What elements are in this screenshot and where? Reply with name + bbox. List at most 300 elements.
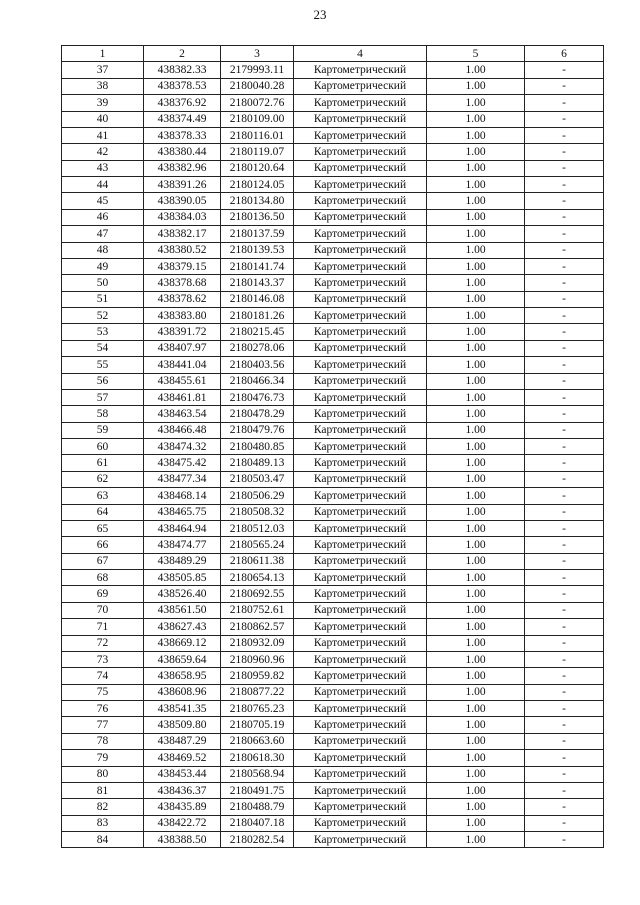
x-coordinate-cell: 438382.33 <box>144 62 221 78</box>
y-coordinate-cell: 2180765.23 <box>221 701 294 717</box>
column-header-5: 5 <box>427 46 525 62</box>
note-cell: - <box>525 701 604 717</box>
table-row <box>62 619 604 635</box>
accuracy-cell: 1.00 <box>427 815 525 831</box>
x-coordinate-cell: 438526.40 <box>144 586 221 602</box>
method-cell: Картометрический <box>294 95 427 111</box>
x-coordinate-cell: 438461.81 <box>144 389 221 405</box>
method-cell: Картометрический <box>294 602 427 618</box>
note-cell: - <box>525 553 604 569</box>
x-coordinate-cell: 438658.95 <box>144 668 221 684</box>
note-cell: - <box>525 815 604 831</box>
point-number-cell: 84 <box>62 832 144 848</box>
x-coordinate-cell: 438561.50 <box>144 602 221 618</box>
method-cell: Картометрический <box>294 127 427 143</box>
accuracy-cell: 1.00 <box>427 635 525 651</box>
table-row <box>62 242 604 258</box>
table-row <box>62 389 604 405</box>
accuracy-cell: 1.00 <box>427 308 525 324</box>
y-coordinate-cell: 2180215.45 <box>221 324 294 340</box>
table-row <box>62 586 604 602</box>
method-cell: Картометрический <box>294 635 427 651</box>
note-cell: - <box>525 62 604 78</box>
accuracy-cell: 1.00 <box>427 619 525 635</box>
x-coordinate-cell: 438376.92 <box>144 95 221 111</box>
y-coordinate-cell: 2180611.38 <box>221 553 294 569</box>
x-coordinate-cell: 438441.04 <box>144 357 221 373</box>
table-row <box>62 324 604 340</box>
note-cell: - <box>525 95 604 111</box>
note-cell: - <box>525 635 604 651</box>
method-cell: Картометрический <box>294 717 427 733</box>
point-number-cell: 75 <box>62 684 144 700</box>
method-cell: Картометрический <box>294 144 427 160</box>
note-cell: - <box>525 651 604 667</box>
y-coordinate-cell: 2180489.13 <box>221 455 294 471</box>
y-coordinate-cell: 2180512.03 <box>221 520 294 536</box>
accuracy-cell: 1.00 <box>427 766 525 782</box>
x-coordinate-cell: 438378.53 <box>144 78 221 94</box>
accuracy-cell: 1.00 <box>427 95 525 111</box>
x-coordinate-cell: 438380.44 <box>144 144 221 160</box>
x-coordinate-cell: 438435.89 <box>144 799 221 815</box>
note-cell: - <box>525 488 604 504</box>
y-coordinate-cell: 2180479.76 <box>221 422 294 438</box>
method-cell: Картометрический <box>294 340 427 356</box>
point-number-cell: 60 <box>62 439 144 455</box>
method-cell: Картометрический <box>294 799 427 815</box>
x-coordinate-cell: 438475.42 <box>144 455 221 471</box>
note-cell: - <box>525 455 604 471</box>
point-number-cell: 65 <box>62 520 144 536</box>
method-cell: Картометрический <box>294 553 427 569</box>
method-cell: Картометрический <box>294 488 427 504</box>
x-coordinate-cell: 438382.96 <box>144 160 221 176</box>
y-coordinate-cell: 2180959.82 <box>221 668 294 684</box>
method-cell: Картометрический <box>294 471 427 487</box>
point-number-cell: 72 <box>62 635 144 651</box>
x-coordinate-cell: 438390.05 <box>144 193 221 209</box>
y-coordinate-cell: 2180932.09 <box>221 635 294 651</box>
y-coordinate-cell: 2180618.30 <box>221 750 294 766</box>
y-coordinate-cell: 2180139.53 <box>221 242 294 258</box>
point-number-cell: 61 <box>62 455 144 471</box>
y-coordinate-cell: 2180136.50 <box>221 209 294 225</box>
y-coordinate-cell: 2180072.76 <box>221 95 294 111</box>
accuracy-cell: 1.00 <box>427 717 525 733</box>
point-number-cell: 58 <box>62 406 144 422</box>
note-cell: - <box>525 127 604 143</box>
table-row <box>62 455 604 471</box>
point-number-cell: 37 <box>62 62 144 78</box>
accuracy-cell: 1.00 <box>427 537 525 553</box>
accuracy-cell: 1.00 <box>427 799 525 815</box>
accuracy-cell: 1.00 <box>427 439 525 455</box>
y-coordinate-cell: 2180109.00 <box>221 111 294 127</box>
note-cell: - <box>525 439 604 455</box>
column-header-6: 6 <box>525 46 604 62</box>
note-cell: - <box>525 586 604 602</box>
method-cell: Картометрический <box>294 291 427 307</box>
method-cell: Картометрический <box>294 455 427 471</box>
point-number-cell: 46 <box>62 209 144 225</box>
accuracy-cell: 1.00 <box>427 340 525 356</box>
x-coordinate-cell: 438407.97 <box>144 340 221 356</box>
method-cell: Картометрический <box>294 209 427 225</box>
method-cell: Картометрический <box>294 242 427 258</box>
method-cell: Картометрический <box>294 389 427 405</box>
accuracy-cell: 1.00 <box>427 684 525 700</box>
x-coordinate-cell: 438383.80 <box>144 308 221 324</box>
accuracy-cell: 1.00 <box>427 668 525 684</box>
x-coordinate-cell: 438463.54 <box>144 406 221 422</box>
point-number-cell: 71 <box>62 619 144 635</box>
accuracy-cell: 1.00 <box>427 651 525 667</box>
note-cell: - <box>525 602 604 618</box>
accuracy-cell: 1.00 <box>427 553 525 569</box>
note-cell: - <box>525 340 604 356</box>
accuracy-cell: 1.00 <box>427 78 525 94</box>
y-coordinate-cell: 2180476.73 <box>221 389 294 405</box>
table-row <box>62 684 604 700</box>
note-cell: - <box>525 570 604 586</box>
x-coordinate-cell: 438489.29 <box>144 553 221 569</box>
x-coordinate-cell: 438608.96 <box>144 684 221 700</box>
note-cell: - <box>525 504 604 520</box>
table-row <box>62 635 604 651</box>
x-coordinate-cell: 438388.50 <box>144 832 221 848</box>
y-coordinate-cell: 2180119.07 <box>221 144 294 160</box>
note-cell: - <box>525 324 604 340</box>
x-coordinate-cell: 438466.48 <box>144 422 221 438</box>
table-row <box>62 668 604 684</box>
x-coordinate-cell: 438384.03 <box>144 209 221 225</box>
method-cell: Картометрический <box>294 619 427 635</box>
x-coordinate-cell: 438669.12 <box>144 635 221 651</box>
point-number-cell: 68 <box>62 570 144 586</box>
y-coordinate-cell: 2180137.59 <box>221 226 294 242</box>
y-coordinate-cell: 2180278.06 <box>221 340 294 356</box>
y-coordinate-cell: 2180877.22 <box>221 684 294 700</box>
point-number-cell: 49 <box>62 258 144 274</box>
method-cell: Картометрический <box>294 324 427 340</box>
x-coordinate-cell: 438474.77 <box>144 537 221 553</box>
note-cell: - <box>525 406 604 422</box>
point-number-cell: 73 <box>62 651 144 667</box>
point-number-cell: 70 <box>62 602 144 618</box>
y-coordinate-cell: 2180565.24 <box>221 537 294 553</box>
note-cell: - <box>525 520 604 536</box>
note-cell: - <box>525 537 604 553</box>
accuracy-cell: 1.00 <box>427 455 525 471</box>
accuracy-cell: 1.00 <box>427 373 525 389</box>
note-cell: - <box>525 357 604 373</box>
x-coordinate-cell: 438455.61 <box>144 373 221 389</box>
table-row <box>62 651 604 667</box>
method-cell: Картометрический <box>294 258 427 274</box>
accuracy-cell: 1.00 <box>427 701 525 717</box>
y-coordinate-cell: 2180134.80 <box>221 193 294 209</box>
method-cell: Картометрический <box>294 766 427 782</box>
x-coordinate-cell: 438378.68 <box>144 275 221 291</box>
note-cell: - <box>525 422 604 438</box>
method-cell: Картометрический <box>294 373 427 389</box>
note-cell: - <box>525 78 604 94</box>
y-coordinate-cell: 2180040.28 <box>221 78 294 94</box>
accuracy-cell: 1.00 <box>427 782 525 798</box>
table-row <box>62 782 604 798</box>
y-coordinate-cell: 2180508.32 <box>221 504 294 520</box>
method-cell: Картометрический <box>294 177 427 193</box>
accuracy-cell: 1.00 <box>427 177 525 193</box>
note-cell: - <box>525 209 604 225</box>
note-cell: - <box>525 717 604 733</box>
accuracy-cell: 1.00 <box>427 750 525 766</box>
point-number-cell: 77 <box>62 717 144 733</box>
accuracy-cell: 1.00 <box>427 520 525 536</box>
method-cell: Картометрический <box>294 422 427 438</box>
accuracy-cell: 1.00 <box>427 471 525 487</box>
table-row <box>62 537 604 553</box>
y-coordinate-cell: 2180568.94 <box>221 766 294 782</box>
table-row <box>62 488 604 504</box>
x-coordinate-cell: 438627.43 <box>144 619 221 635</box>
accuracy-cell: 1.00 <box>427 242 525 258</box>
method-cell: Картометрический <box>294 537 427 553</box>
note-cell: - <box>525 258 604 274</box>
table-row <box>62 160 604 176</box>
accuracy-cell: 1.00 <box>427 733 525 749</box>
accuracy-cell: 1.00 <box>427 570 525 586</box>
accuracy-cell: 1.00 <box>427 226 525 242</box>
table-row <box>62 815 604 831</box>
point-number-cell: 47 <box>62 226 144 242</box>
x-coordinate-cell: 438477.34 <box>144 471 221 487</box>
accuracy-cell: 1.00 <box>427 406 525 422</box>
table-row <box>62 570 604 586</box>
coordinates-table <box>61 45 604 848</box>
note-cell: - <box>525 144 604 160</box>
point-number-cell: 53 <box>62 324 144 340</box>
table-row <box>62 799 604 815</box>
point-number-cell: 82 <box>62 799 144 815</box>
method-cell: Картометрический <box>294 439 427 455</box>
table-row <box>62 275 604 291</box>
table-row <box>62 291 604 307</box>
point-number-cell: 83 <box>62 815 144 831</box>
method-cell: Картометрический <box>294 832 427 848</box>
note-cell: - <box>525 291 604 307</box>
table-row <box>62 357 604 373</box>
header-row <box>62 46 604 62</box>
table-row <box>62 733 604 749</box>
note-cell: - <box>525 832 604 848</box>
method-cell: Картометрический <box>294 193 427 209</box>
note-cell: - <box>525 226 604 242</box>
accuracy-cell: 1.00 <box>427 258 525 274</box>
y-coordinate-cell: 2180143.37 <box>221 275 294 291</box>
x-coordinate-cell: 438541.35 <box>144 701 221 717</box>
note-cell: - <box>525 177 604 193</box>
y-coordinate-cell: 2180403.56 <box>221 357 294 373</box>
note-cell: - <box>525 733 604 749</box>
method-cell: Картометрический <box>294 586 427 602</box>
y-coordinate-cell: 2179993.11 <box>221 62 294 78</box>
point-number-cell: 66 <box>62 537 144 553</box>
note-cell: - <box>525 160 604 176</box>
method-cell: Картометрический <box>294 520 427 536</box>
y-coordinate-cell: 2180663.60 <box>221 733 294 749</box>
note-cell: - <box>525 373 604 389</box>
point-number-cell: 43 <box>62 160 144 176</box>
table-row <box>62 111 604 127</box>
point-number-cell: 50 <box>62 275 144 291</box>
table-row <box>62 520 604 536</box>
y-coordinate-cell: 2180141.74 <box>221 258 294 274</box>
x-coordinate-cell: 438436.37 <box>144 782 221 798</box>
y-coordinate-cell: 2180282.54 <box>221 832 294 848</box>
point-number-cell: 40 <box>62 111 144 127</box>
accuracy-cell: 1.00 <box>427 127 525 143</box>
note-cell: - <box>525 242 604 258</box>
table-row <box>62 62 604 78</box>
table-header <box>62 46 604 62</box>
method-cell: Картометрический <box>294 275 427 291</box>
x-coordinate-cell: 438422.72 <box>144 815 221 831</box>
y-coordinate-cell: 2180862.57 <box>221 619 294 635</box>
method-cell: Картометрический <box>294 504 427 520</box>
note-cell: - <box>525 750 604 766</box>
y-coordinate-cell: 2180491.75 <box>221 782 294 798</box>
method-cell: Картометрический <box>294 357 427 373</box>
method-cell: Картометрический <box>294 78 427 94</box>
note-cell: - <box>525 619 604 635</box>
y-coordinate-cell: 2180692.55 <box>221 586 294 602</box>
y-coordinate-cell: 2180116.01 <box>221 127 294 143</box>
accuracy-cell: 1.00 <box>427 602 525 618</box>
x-coordinate-cell: 438378.33 <box>144 127 221 143</box>
method-cell: Картометрический <box>294 782 427 798</box>
point-number-cell: 57 <box>62 389 144 405</box>
x-coordinate-cell: 438380.52 <box>144 242 221 258</box>
method-cell: Картометрический <box>294 668 427 684</box>
point-number-cell: 38 <box>62 78 144 94</box>
method-cell: Картометрический <box>294 226 427 242</box>
y-coordinate-cell: 2180466.34 <box>221 373 294 389</box>
point-number-cell: 54 <box>62 340 144 356</box>
y-coordinate-cell: 2180654.13 <box>221 570 294 586</box>
point-number-cell: 80 <box>62 766 144 782</box>
accuracy-cell: 1.00 <box>427 275 525 291</box>
table-row <box>62 422 604 438</box>
table-row <box>62 766 604 782</box>
y-coordinate-cell: 2180705.19 <box>221 717 294 733</box>
method-cell: Картометрический <box>294 815 427 831</box>
accuracy-cell: 1.00 <box>427 504 525 520</box>
point-number-cell: 51 <box>62 291 144 307</box>
table-row <box>62 373 604 389</box>
table-row <box>62 78 604 94</box>
method-cell: Картометрический <box>294 111 427 127</box>
x-coordinate-cell: 438468.14 <box>144 488 221 504</box>
table-row <box>62 340 604 356</box>
column-header-4: 4 <box>294 46 427 62</box>
table-row <box>62 144 604 160</box>
table-row <box>62 439 604 455</box>
method-cell: Картометрический <box>294 651 427 667</box>
accuracy-cell: 1.00 <box>427 193 525 209</box>
note-cell: - <box>525 193 604 209</box>
column-header-3: 3 <box>221 46 294 62</box>
note-cell: - <box>525 782 604 798</box>
table-row <box>62 193 604 209</box>
table-row <box>62 209 604 225</box>
table-row <box>62 226 604 242</box>
x-coordinate-cell: 438374.49 <box>144 111 221 127</box>
accuracy-cell: 1.00 <box>427 144 525 160</box>
point-number-cell: 55 <box>62 357 144 373</box>
y-coordinate-cell: 2180407.18 <box>221 815 294 831</box>
table-body <box>62 62 604 848</box>
table-row <box>62 406 604 422</box>
y-coordinate-cell: 2180146.08 <box>221 291 294 307</box>
accuracy-cell: 1.00 <box>427 111 525 127</box>
x-coordinate-cell: 438464.94 <box>144 520 221 536</box>
note-cell: - <box>525 389 604 405</box>
y-coordinate-cell: 2180960.96 <box>221 651 294 667</box>
point-number-cell: 81 <box>62 782 144 798</box>
x-coordinate-cell: 438469.52 <box>144 750 221 766</box>
point-number-cell: 48 <box>62 242 144 258</box>
point-number-cell: 52 <box>62 308 144 324</box>
x-coordinate-cell: 438382.17 <box>144 226 221 242</box>
point-number-cell: 59 <box>62 422 144 438</box>
point-number-cell: 45 <box>62 193 144 209</box>
note-cell: - <box>525 471 604 487</box>
x-coordinate-cell: 438474.32 <box>144 439 221 455</box>
table-row <box>62 258 604 274</box>
note-cell: - <box>525 668 604 684</box>
y-coordinate-cell: 2180488.79 <box>221 799 294 815</box>
table-row <box>62 553 604 569</box>
accuracy-cell: 1.00 <box>427 389 525 405</box>
point-number-cell: 79 <box>62 750 144 766</box>
table-row <box>62 177 604 193</box>
accuracy-cell: 1.00 <box>427 357 525 373</box>
note-cell: - <box>525 684 604 700</box>
x-coordinate-cell: 438391.72 <box>144 324 221 340</box>
column-header-2: 2 <box>144 46 221 62</box>
note-cell: - <box>525 766 604 782</box>
table-row <box>62 750 604 766</box>
point-number-cell: 41 <box>62 127 144 143</box>
method-cell: Картометрический <box>294 570 427 586</box>
method-cell: Картометрический <box>294 701 427 717</box>
x-coordinate-cell: 438379.15 <box>144 258 221 274</box>
point-number-cell: 69 <box>62 586 144 602</box>
point-number-cell: 67 <box>62 553 144 569</box>
y-coordinate-cell: 2180124.05 <box>221 177 294 193</box>
point-number-cell: 56 <box>62 373 144 389</box>
x-coordinate-cell: 438505.85 <box>144 570 221 586</box>
accuracy-cell: 1.00 <box>427 586 525 602</box>
y-coordinate-cell: 2180752.61 <box>221 602 294 618</box>
point-number-cell: 63 <box>62 488 144 504</box>
accuracy-cell: 1.00 <box>427 832 525 848</box>
x-coordinate-cell: 438391.26 <box>144 177 221 193</box>
point-number-cell: 76 <box>62 701 144 717</box>
accuracy-cell: 1.00 <box>427 160 525 176</box>
